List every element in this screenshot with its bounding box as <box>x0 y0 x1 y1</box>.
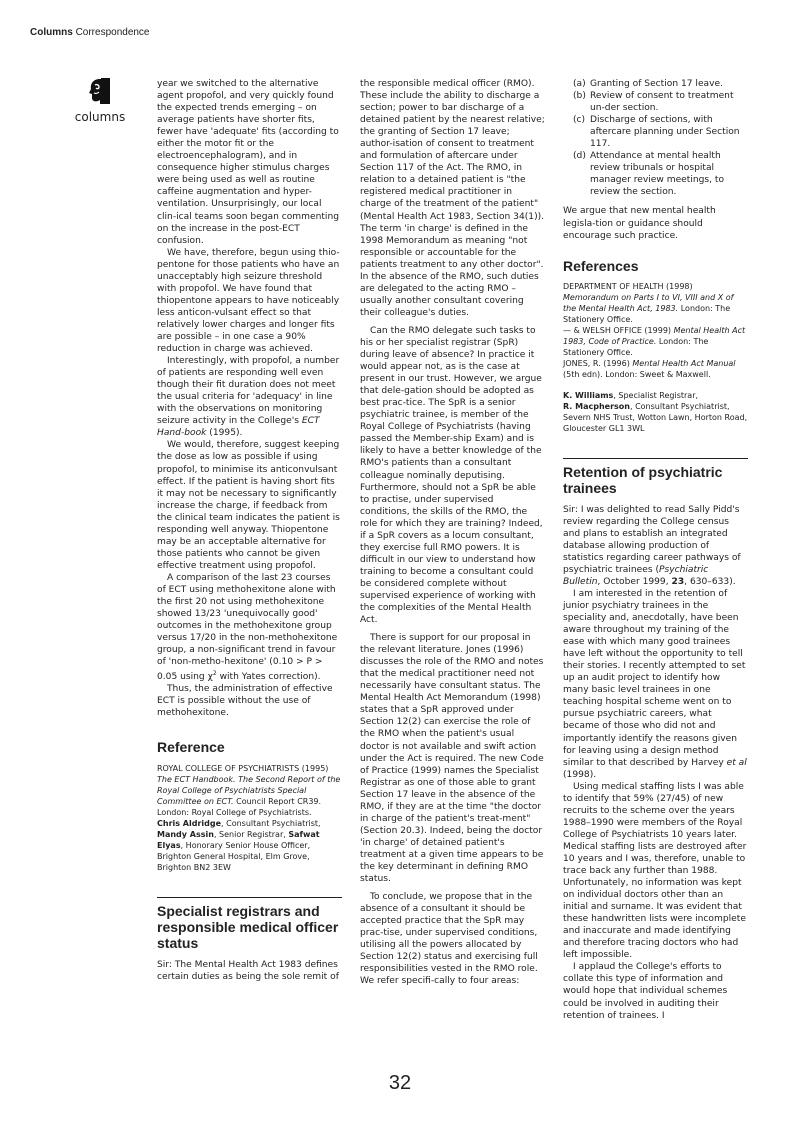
page-number: 32 <box>388 1072 412 1094</box>
reference-entry: — & WELSH OFFICE (1999) Mental Health Act 1983, Code of Practice. London: The Stationery Office. <box>563 325 746 357</box>
paragraph: year we switched to the alternative agent propofol, and very quickly found the expected trends emerging – on average patients have shorter fits, fewer have 'adequate' fits (according to either the motor fit or the electroencephalogram), and in consequence higher stimulus charges were being used as well as routine caffeine augmentation and hyper-ventilation. Unsurprisingly, our local clin-ical teams soon began commenting on the increase in the post-ECT confusion. <box>157 79 339 246</box>
author-affiliation: Chris Aldridge, Consultant Psychiatrist, Mandy Assin, Senior Registrar, Safwat Elyas, Honorary Senior House Officer, Brighton General Hospital, Elm Grove, Brighton BN2 3EW <box>157 818 321 872</box>
paragraph: We have, therefore, begun using thio-pentone for those patients who have an unacceptably high seizure threshold with propofol. We have found that thiopentone appears to have noticeably less anticon-vulsant effect so that relatively lower charges and longer fits are possible – in one case a 90% reduction in charge was achieved. <box>157 247 340 355</box>
paragraph: We would, therefore, suggest keeping the dose as low as possible if using propofol, to minimise its anticonvulsant effect. If the patient is having short fits it may not be necessary to significantly increase the charge, if feedback from the clinical team indicates the patient is responding well anyway. Thiopentone may be an acceptable alternative for those patients who cannot be given effective treatment using propofol. <box>157 440 340 571</box>
columns-face-icon <box>87 76 113 106</box>
article-heading: Retention of psychiatric trainees <box>563 463 723 496</box>
paragraph: There is support for our proposal in the relevant literature. Jones (1996) discusses the role of the RMO and notes that the medical practitioner need not necessarily have consultant status. The Mental Health Act Memorandum (1998) states that a SpR approved under Section 12(2) can exercise the role of the RMO when the patient's usual doctor is not available and swift action under the Act is required. The new Code of Practice (1999) names the Specialist Registrar as one of those able to grant Section 17 leave in the absence of the RMO, if they are at the time "the doctor in charge of the patient's treat-ment" (Section 20.3). Indeed, being the doctor 'in charge' of detained patient's treatment at a given time appears to be the key determinant in defining RMO status. <box>360 633 544 885</box>
paragraph: Sir: The Mental Health Act 1983 defines certain duties as being the sole remit of <box>157 959 339 982</box>
section-name: Correspondence <box>75 27 150 38</box>
list-item: (a) Granting of Section 17 leave. <box>573 79 723 89</box>
paragraph: Thus, the administration of effective ECT is possible without the use of methohexitone. <box>157 684 333 719</box>
paragraph: Using medical staffing lists I was able to identify that 59% (27/45) of new recruits to the scheme over the years 1988–1990 were members of the Royal College of Psychiatrists 10 years later. Medical staffing lists are destroyed after 10 years and I was, therefore, unable to trace back any further than 1988. Unfortunately, no information was kept on individual doctors other than an initial and surname. It was evident that these handwritten lists were incomplete and inaccurate and made identifying and therefore tracing doctors who had left impossible. <box>563 781 747 961</box>
references-heading: References <box>563 257 639 274</box>
running-head <box>30 27 150 38</box>
areas-list <box>563 78 748 198</box>
reference-entry: DEPARTMENT OF HEALTH (1998) Memorandum on Parts I to VI, VIII and X of the Mental Health Act, 1983. London: The Stationery Office. <box>563 281 734 324</box>
column-1 <box>157 78 342 983</box>
reference-heading: Reference <box>157 738 225 755</box>
section-label: Columns <box>30 27 73 38</box>
columns-logo-label: columns <box>74 110 126 124</box>
list-item: (b) Review of consent to treatment un-der section. <box>573 91 734 114</box>
paragraph: Interestingly, with propofol, a number of patients are responding well even though their fit duration does not meet the usual criteria for 'adequacy' in line with the observations on monitoring seizure activity in the College's ECT Hand-book (1995). <box>157 356 340 439</box>
paragraph: the responsible medical officer (RMO). These include the ability to discharge a section; power to bar discharge of a detained patient by the nearest relative; the granting of Section 17 leave; author-isation of consent to treatment and formulation of aftercare under Section 117 of the Act. The RMO, in relation to a detained patient is "the registered medical practitioner in charge of the treatment of the patient" (Mental Health Act 1983, Section 34(1)). The term 'in charge' is defined in the 1998 Memorandum as meaning "not responsible or accountable for the patients treatment to any other doctor". In the absence of the RMO, such duties are delegated to the acting RMO – usually another consultant covering their colleague's duties. <box>360 79 545 318</box>
paragraph: Can the RMO delegate such tasks to his or her specialist registrar (SpR) during leave of absence? In practice it would appear not, as is the case at present in our trust. However, we argue that dele-gation should be adopted as best prac-tice. The SpR is a senior psychiatric trainee, is member of the Royal College of Psychiatrists (having passed the Member-ship Exam) and is likely to have a better knowledge of the RMO's patients than a consultant colleague nominally deputising. Furthermore, should not a SpR be able to practise, under supervised conditions, the skills of the RMO, the role for which they are training? Indeed, if a SpR covers as a locum consultant, they exercise full RMO powers. It is difficult in our view to understand how training to become a consultant could be considered complete without supervised experience of working with the complexities of the Mental Health Act. <box>360 325 543 626</box>
columns-logo <box>70 76 130 124</box>
paragraph: A comparison of the last 23 courses of ECT using methohexitone alone with the first 20 not using methohexitone showed 13/23 'unequivocally good' outcomes in the methohexitone group versus 17/20 in the non-methohexitone group, a non-significant trend in favour of 'non-metho-hexitone' (0.10 > P > 0.05 using $\chi^2$ with Yates correction). <box>157 572 338 683</box>
author-affiliation: K. Williams, Specialist Registrar, R. Macpherson, Consultant Psychiatrist, Severn NHS Trust, Wotton Lawn, Horton Road, Gloucester GL1 3WL <box>563 390 748 433</box>
list-item: (c) Discharge of sections, with aftercare planning under Section 117. <box>573 115 740 150</box>
paragraph: To conclude, we propose that in the absence of a consultant it should be accepted practice that the SpR may prac-tise, under supervised conditions, utilising all the powers allocated by Section 12(2) status and exercising full responsibilities vested in the RMO role. We refer specifi-cally to four areas: <box>360 892 538 987</box>
paragraph: We argue that new mental health legisla-tion or guidance should encourage such practice. <box>563 206 716 241</box>
column-2 <box>360 78 545 987</box>
list-item: (d) Attendance at mental health review tribunals or hospital manager review meetings, to review the section. <box>573 151 725 198</box>
paragraph: I applaud the College's efforts to collate this type of information and would hope that individual schemes could be involved in auditing their retention of trainees. I <box>563 962 728 1021</box>
column-3 <box>563 78 748 1022</box>
paragraph: I am interested in the retention of junior psychiatry trainees in the speciality and, anecdotally, have been aware throughout my training of the ease with which many good trainees have left without the opportunity to tell their stories. I recently attempted to set up an audit project to identify how many basic level trainees in one teaching hospital scheme went on to pursue psychiatric careers, what became of those who did not and importantly identify the reasons given for leaving using a design method similar to that described by Harvey et al (1998). <box>563 588 747 780</box>
reference-entry: JONES, R. (1996) Mental Health Act Manual (5th edn). London: Sweet & Maxwell. <box>563 358 736 379</box>
article-heading: Specialist registrars and responsible medical officer status <box>157 902 339 951</box>
paragraph: Sir: I was delighted to read Sally Pidd's review regarding the College census and plans to establish an integrated database allowing production of statistics regarding career pathways of psychiatric trainees (Psychiatric Bulletin, October 1999, 23, 630–633). <box>563 504 741 587</box>
reference-entry: ROYAL COLLEGE OF PSYCHIATRISTS (1995) The ECT Handbook. The Second Report of the Royal College of Psychiatrists Special Committee on ECT. Council Report CR39. London: Royal College of Psychiatrists. <box>157 763 341 817</box>
